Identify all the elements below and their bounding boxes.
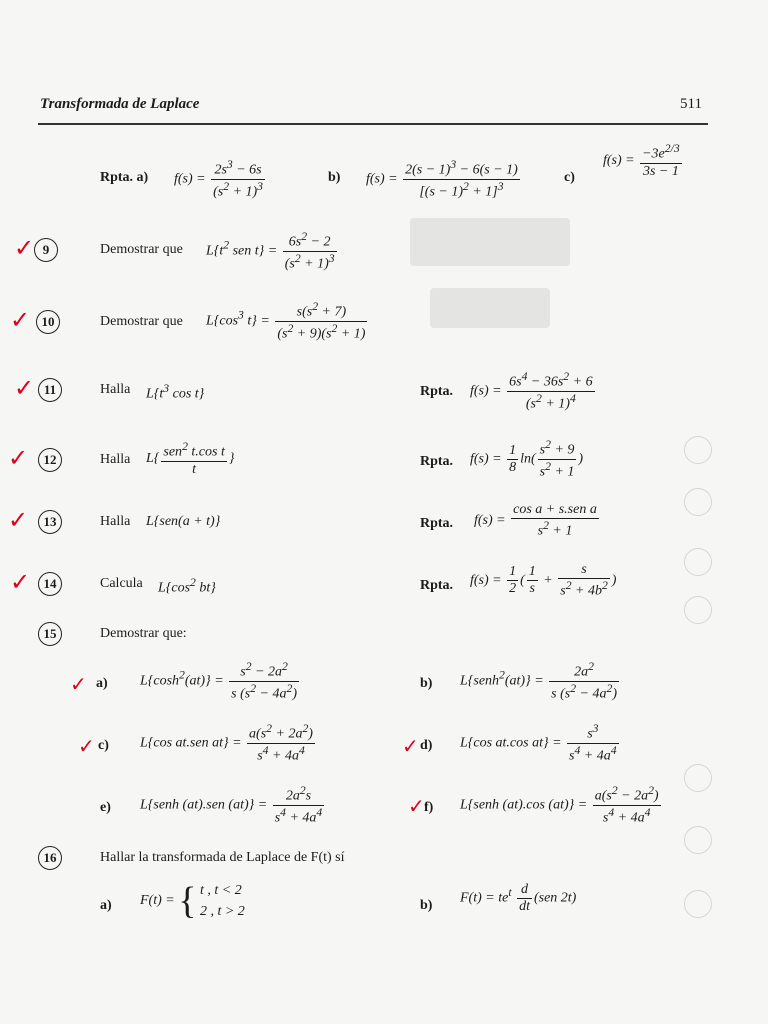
item-formula: L{senh (at).sen (at)} = $\frac{2a^2s}{s^4 + 4a^4}$ (140, 784, 323, 826)
item-formula: $F(t) = te^t$ $\frac{d}{dt}$ (sen 2t) (460, 882, 577, 914)
problem-formula: L{ $\frac{sen^2 t.\cos t}{t}$ } (146, 440, 235, 477)
item-label: b) (420, 676, 433, 691)
problem-formula: $L\{\cos^2$ bt} (158, 576, 216, 596)
problem-number: 14 (38, 572, 62, 596)
header-rule (38, 123, 708, 125)
rpta-label: Rpta. (420, 454, 454, 469)
item-formula: L{senh (at).cos (at)} = $\frac{a(s^2 - 2a^2)}{s^4 + 4a^4}$ (460, 784, 659, 826)
rpta-c-formula: f(s) = $\frac{-3e^{2/3}}{3s - 1}$ (603, 142, 680, 179)
check-mark-icon: ✓ (8, 506, 29, 534)
problem-text: Halla (100, 452, 131, 467)
page-number: 511 (680, 96, 702, 112)
problem-formula: $L\{t^3$ cos t} (146, 382, 205, 402)
item-formula: L{cos at.cos at} = $\frac{s^3}{s^4 + 4a^4}$ (460, 722, 617, 764)
rpta-formula: f(s) = $\frac{6s^4 - 36s^2 + 6}{(s^2 + 1)^4}$ (470, 370, 593, 412)
ghost-circle (684, 764, 712, 792)
ghost-circle (684, 826, 712, 854)
problem-number: 11 (38, 378, 62, 402)
item-formula: $L\{\cosh^2(at)\}$ = $\frac{s^2 - 2a^2}{s (s^2 - 4a^2)}$ (140, 660, 297, 702)
problem-number: 13 (38, 510, 62, 534)
problem-number: 9 (34, 238, 58, 262)
problem-text: Calcula (100, 576, 143, 591)
rpta-formula: f(s) = $\frac{\text{cos a + s.sen a}}{s^2 + 1}$ (474, 502, 597, 539)
item-label: c) (98, 738, 109, 753)
rpta-a-formula: f(s) = $\frac{2s^3 - 6s}{(s^2 + 1)^3}$ (174, 158, 263, 200)
problem-text: Halla (100, 382, 131, 397)
rpta-label: Rpta. a) (100, 170, 149, 185)
ghost-circle (684, 548, 712, 576)
check-mark-icon: ✓ (8, 444, 29, 472)
item-label: a) (96, 676, 108, 691)
rpta-label: Rpta. (420, 384, 454, 399)
problem-number: 10 (36, 310, 60, 334)
problem-formula: L{sen(a + t)} (146, 514, 221, 529)
item-label: e) (100, 800, 111, 815)
rpta-label: Rpta. (420, 578, 454, 593)
rpta-b-formula: f(s) = $\frac{2(s - 1)^3 - 6(s - 1)}{[(s - 1)^2 + 1]^3}$ (366, 158, 518, 200)
rpta-c-label: c) (564, 170, 575, 185)
check-mark-icon: ✓ (14, 234, 35, 262)
check-mark-icon: ✓ (70, 672, 87, 696)
item-formula: L{senh$^2$(at)} = $\frac{2a^2}{s (s^2 - 4a^2)}$ (460, 660, 617, 702)
problem-formula: $L\{\cos^3$ t} = $\frac{s(s^2 + 7)}{(s^2 + 9)(s^2 + 1)}$ (206, 300, 366, 342)
check-mark-icon: ✓ (10, 306, 31, 334)
problem-text: Demostrar que (100, 242, 183, 257)
page-smudge (430, 288, 550, 328)
check-mark-icon: ✓ (408, 794, 425, 818)
problem-number: 16 (38, 846, 62, 870)
item-formula: L{cos at.sen at} = $\frac{a(s^2 + 2a^2)}{s^4 + 4a^4}$ (140, 722, 313, 764)
page-smudge (410, 218, 570, 266)
problem-number: 15 (38, 622, 62, 646)
item-label: b) (420, 898, 433, 913)
rpta-formula: f(s) = $\frac{1}{8}$ ln( $\frac{s^2 + 9}{s^2 + 1}$ ) (470, 438, 584, 480)
item-label: d) (420, 738, 433, 753)
check-mark-icon: ✓ (402, 734, 419, 758)
problem-formula: $L\{t^2$ sen t} = $\frac{6s^2 - 2}{(s^2 + 1)^3}$ (206, 230, 335, 272)
ghost-circle (684, 596, 712, 624)
item-label: f) (424, 800, 434, 815)
rpta-label: Rpta. (420, 516, 454, 531)
rpta-formula: f(s) = $\frac{1}{2}$ ( $\frac{1}{s}$ + $\frac{s}{s^2 + 4b^2}$ ) (470, 562, 617, 599)
ghost-circle (684, 488, 712, 516)
page-header-title: Transformada de Laplace (40, 96, 200, 112)
ghost-circle (684, 890, 712, 918)
ghost-circle (684, 436, 712, 464)
problem-number: 12 (38, 448, 62, 472)
check-mark-icon: ✓ (14, 374, 35, 402)
check-mark-icon: ✓ (78, 734, 95, 758)
piecewise-formula: F(t) = { t , t < 2 2 , t > 2 (140, 880, 245, 922)
problem-text: Hallar la transformada de Laplace de F(t) sí (100, 850, 345, 865)
check-mark-icon: ✓ (10, 568, 31, 596)
rpta-top (100, 142, 720, 210)
problem-text: Halla (100, 514, 131, 529)
rpta-b-label: b) (328, 170, 341, 185)
problem-text: Demostrar que (100, 314, 183, 329)
item-label: a) (100, 898, 112, 913)
problem-text: Demostrar que: (100, 626, 187, 641)
